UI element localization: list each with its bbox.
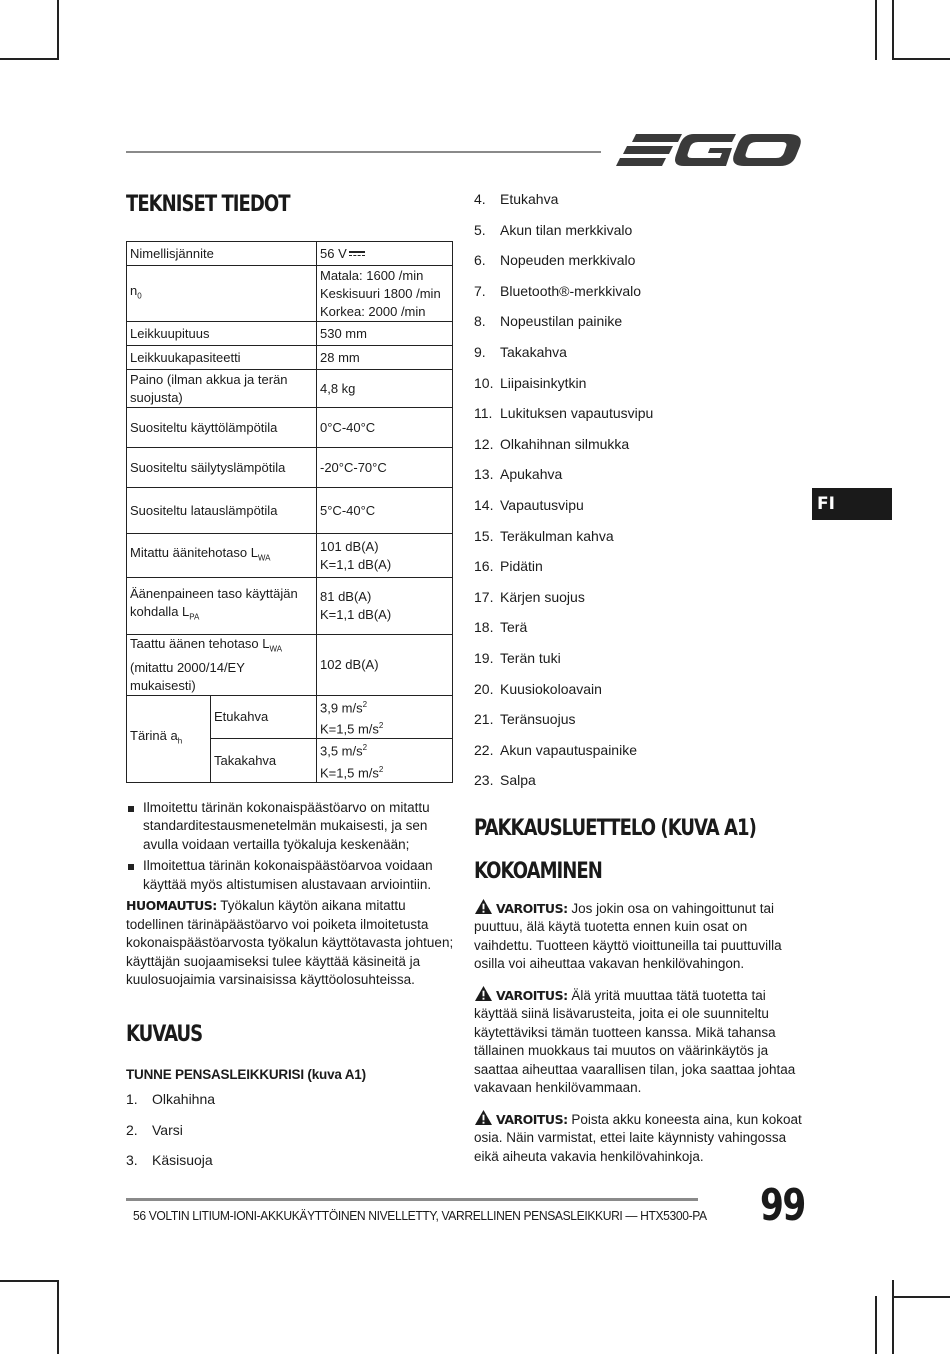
spec-label: Leikkuukapasiteetti — [127, 346, 317, 370]
warning-icon — [474, 985, 493, 1002]
list-item: 18. Terä — [474, 619, 528, 636]
spec-label: Mitattu äänitehotaso $L_{WA}$ — [127, 534, 317, 578]
spec-table — [126, 241, 453, 783]
spec-value: 5°C-40°C — [317, 488, 453, 534]
list-item: 2. Varsi — [126, 1121, 183, 1138]
spec-value: 81 dB(A) K=1,1 dB(A) — [317, 578, 453, 635]
spec-value: -20°C-70°C — [317, 448, 453, 488]
vibration-notes — [126, 799, 454, 895]
parts-list-left — [126, 1090, 454, 1182]
list-item: 10. Liipaisinkytkin — [474, 374, 587, 391]
spec-value: 102 dB(A) — [317, 635, 453, 696]
list-item: 15. Teräkulman kahva — [474, 527, 614, 544]
table-row — [127, 266, 453, 322]
list-item: 23. Salpa — [474, 772, 536, 789]
spec-label: Suositeltu latauslämpötila — [127, 488, 317, 534]
page-number: 99 — [760, 1180, 805, 1231]
description-heading: KUVAUS — [126, 1021, 203, 1047]
footer-rule — [126, 1198, 698, 1201]
spec-label: Suositeltu käyttölämpötila — [127, 408, 317, 448]
list-item: 7. Bluetooth®-merkkivalo — [474, 282, 642, 299]
list-item: 19. Terän tuki — [474, 649, 561, 666]
spec-value: 56 V — [317, 242, 453, 266]
spec-label: Taattu äänen tehotaso $L_{WA}$ (mitattu 2000/14/EY mukaisesti) — [127, 635, 317, 696]
table-row — [127, 488, 453, 534]
spec-value: 0°C-40°C — [317, 408, 453, 448]
assembly-heading: KOKOAMINEN — [474, 858, 602, 884]
list-item: 17. Kärjen suojus — [474, 588, 585, 605]
warning-paragraph: VAROITUS: Älä yritä muuttaa tätä tuotetta tai käyttää siinä lisävarusteita, joita ei ole suunniteltu käytettäviksi tämän tuotteen kanssa. Mikä tahansa tällainen muokkaus tai muutos on väärinkäytös ja saattaa aiheuttaa vaarallisen tilan, joka saattaa johtaa vakavaan henkilövammaan. — [474, 985, 804, 1098]
header-rule — [126, 151, 601, 153]
table-row — [127, 534, 453, 578]
warning-icon — [474, 1109, 493, 1126]
list-item: 6. Nopeuden merkkivalo — [474, 252, 636, 269]
warning-icon — [474, 898, 493, 915]
spec-label: Äänenpaineen taso käyttäjän kohdalla $L_{PA}$ — [127, 578, 317, 635]
spec-value: 530 mm — [317, 322, 453, 346]
note-paragraph: HUOMAUTUS: Työkalun käytön aikana mitattu todellinen tärinäpäästöarvo voi poiketa ilmoitetusta kokonaispäästöarvosta työkalun käyttötavasta johtuen; käyttäjän suojaamiseksi tulee käyttää käsineitä ja kuulosuojaimia varsinaisissa käyttöolosuhteissa. — [126, 898, 454, 988]
list-item: 12. Olkahihnan silmukka — [474, 435, 630, 452]
description-subheading: TUNNE PENSASLEIKKURISI (kuva A1) — [126, 1066, 366, 1082]
list-item: 5. Akun tilan merkkivalo — [474, 221, 633, 238]
parts-list-right — [474, 190, 804, 802]
crop-mark — [892, 1296, 950, 1298]
table-row — [127, 578, 453, 635]
spec-value: 101 dB(A) K=1,1 dB(A) — [317, 534, 453, 578]
note-label: HUOMAUTUS: — [126, 898, 217, 914]
vibration-front-value: 3,9 $m/s^2$ K=1,5 $m/s^2$ — [317, 695, 453, 739]
list-item: 14. Vapautusvipu — [474, 496, 584, 513]
vibration-front-label: Etukahva — [211, 695, 317, 739]
table-row — [127, 408, 453, 448]
dc-symbol-icon — [349, 250, 365, 258]
list-item: 8. Nopeustilan painike — [474, 313, 623, 330]
list-item: 22. Akun vapautuspainike — [474, 741, 637, 758]
table-row — [127, 346, 453, 370]
footer-text: 56 VOLTIN LITIUM-IONI-AKKUKÄYTTÖINEN NIVELLETTY, VARRELLINEN PENSASLEIKKURI — HTX5300-PA — [133, 1208, 707, 1223]
table-row — [127, 370, 453, 408]
crop-mark — [0, 58, 58, 60]
left-column — [126, 190, 454, 1182]
list-item: 13. Apukahva — [474, 466, 563, 483]
right-column — [474, 190, 804, 1177]
crop-mark — [57, 0, 59, 60]
vibration-label: Tärinä $a_h$ — [127, 695, 211, 782]
table-row — [127, 635, 453, 696]
list-item: 21. Teränsuojus — [474, 711, 576, 728]
list-item: 20. Kuusiokoloavain — [474, 680, 602, 697]
table-row — [127, 322, 453, 346]
list-item: 16. Pidätin — [474, 558, 543, 575]
list-item: 1. Olkahihna — [126, 1090, 216, 1107]
vibration-rear-label: Takakahva — [211, 739, 317, 783]
vibration-rear-value: 3,5 $m/s^2$ K=1,5 $m/s^2$ — [317, 739, 453, 783]
spec-label: Suositeltu säilytyslämpötila — [127, 448, 317, 488]
packing-list-heading: PAKKAUSLUETTELO (KUVA A1) — [474, 815, 756, 841]
warning-paragraph: VAROITUS: Poista akku koneesta aina, kun kokoat osia. Näin varmistat, ettei laite käynnisty vahingossa eikä aiheuta vakavia henkilövahinkoja. — [474, 1109, 804, 1167]
list-item: Ilmoitettua tärinän kokonaispäästöarvoa voidaan käyttää myös altistumisen alustavaan arviointiin. — [126, 857, 454, 894]
crop-mark — [875, 0, 877, 60]
spec-label: $n_0$ — [127, 266, 317, 322]
spec-value: 4,8 kg — [317, 370, 453, 408]
crop-mark — [0, 1280, 58, 1282]
list-item: Ilmoitettu tärinän kokonaispäästöarvo on mitattu standarditestausmenetelmän mukaisesti, ja sen avulla voidaan vertailla työkaluja keskenään; — [126, 799, 454, 855]
list-item: 3. Käsisuoja — [126, 1152, 213, 1169]
list-item: 4. Etukahva — [474, 191, 559, 207]
crop-mark — [892, 58, 950, 60]
specs-heading: TEKNISET TIEDOT — [126, 192, 290, 217]
spec-value: Matala: 1600 /min Keskisuuri 1800 /min Korkea: 2000 /min — [317, 266, 453, 322]
list-item: 9. Takakahva — [474, 343, 567, 360]
crop-mark — [892, 0, 894, 60]
crop-mark — [875, 1296, 877, 1354]
spec-label: Paino (ilman akkua ja terän suojusta) — [127, 370, 317, 408]
list-item: 11. Lukituksen vapautusvipu — [474, 405, 654, 422]
table-row — [127, 242, 453, 266]
warning-paragraph: VAROITUS: Jos jokin osa on vahingoittunut tai puuttuu, älä käytä tuotetta ennen kuin osat on vaihdettu. Tuotteen käyttö vioittuneilla tai puuttuvilla osilla voi aiheuttaa vakavan henkilövahingon. — [474, 898, 804, 974]
spec-value: 28 mm — [317, 346, 453, 370]
language-tab: FI — [812, 488, 892, 520]
table-row — [127, 695, 453, 739]
crop-mark — [57, 1280, 59, 1354]
table-row — [127, 448, 453, 488]
spec-label: Leikkuupituus — [127, 322, 317, 346]
spec-label: Nimellisjännite — [127, 242, 317, 266]
crop-mark — [892, 1280, 894, 1354]
ego-logo — [616, 128, 802, 172]
